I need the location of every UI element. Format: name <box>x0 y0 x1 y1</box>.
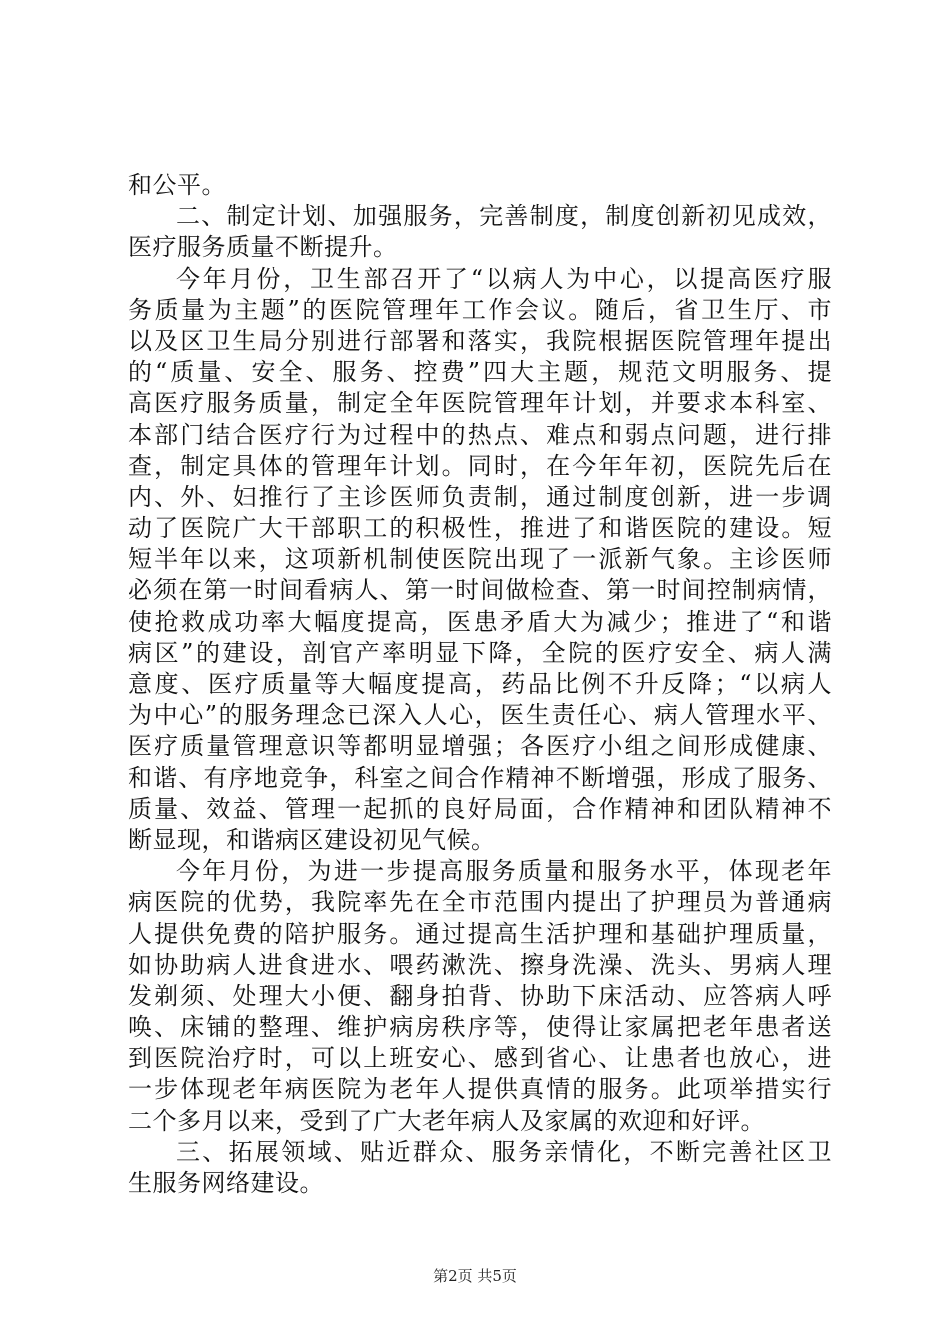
text-line: 断显现，和谐病区建设初见气候。 <box>128 825 496 854</box>
text-line: 唤、床铺的整理、维护病房秩序等，使得让家属把老年患者送 <box>128 1013 832 1042</box>
text-line: 生服务网络建设。 <box>128 1169 324 1197</box>
text-line: 使抢救成功率大幅度提高，医患矛盾大为减少；推进了“和谐 <box>128 607 832 636</box>
text-line: 今年月份，为进一步提高服务质量和服务水平，体现老年 <box>176 857 832 886</box>
text-line: 短半年以来，这项新机制使医院出现了一派新气象。主诊医师 <box>128 545 832 574</box>
text-line: 的“质量、安全、服务、控费”四大主题，规范文明服务、提 <box>128 358 832 387</box>
text-line: 病区”的建设，剖官产率明显下降，全院的医疗安全、病人满 <box>128 638 832 667</box>
text-line: 今年月份，卫生部召开了“以病人为中心，以提高医疗服 <box>176 264 832 293</box>
text-line: 医疗质量管理意识等都明显增强；各医疗小组之间形成健康、 <box>128 732 832 761</box>
text-line: 和谐、有序地竞争，科室之间合作精神不断增强，形成了服务、 <box>128 763 832 792</box>
text-line: 为中心”的服务理念已深入人心，医生责任心、病人管理水平、 <box>128 701 832 730</box>
text-line: 三、拓展领域、贴近群众、服务亲情化，不断完善社区卫 <box>176 1137 832 1166</box>
text-line: 如协助病人进食进水、喂药漱洗、擦身洗澡、洗头、男病人理 <box>128 950 832 979</box>
text-line: 质量、效益、管理一起抓的良好局面，合作精神和团队精神不 <box>128 794 832 823</box>
text-line: 必须在第一时间看病人、第一时间做检查、第一时间控制病情， <box>128 576 832 605</box>
page-number-footer: 第2页 共5页 <box>433 1267 517 1285</box>
text-line: 本部门结合医疗行为过程中的热点、难点和弱点问题，进行排 <box>128 420 832 449</box>
text-line: 到医院治疗时，可以上班安心、感到省心、让患者也放心，进 <box>128 1044 832 1073</box>
text-line: 二、制定计划、加强服务，完善制度，制度创新初见成效， <box>176 202 832 231</box>
text-line: 高医疗服务质量，制定全年医院管理年计划，并要求本科室、 <box>128 389 832 418</box>
text-line: 人提供免费的陪护服务。通过提高生活护理和基础护理质量， <box>128 919 832 948</box>
text-line: 内、外、妇推行了主诊医师负责制，通过制度创新，进一步调 <box>128 482 832 511</box>
document-body <box>128 170 832 1199</box>
text-line: 查，制定具体的管理年计划。同时，在今年年初，医院先后在 <box>128 451 832 480</box>
text-line: 发剃须、处理大小便、翻身拍背、协助下床活动、应答病人呼 <box>128 981 832 1010</box>
text-line: 以及区卫生局分别进行部署和落实，我院根据医院管理年提出 <box>128 326 832 355</box>
text-line: 病医院的优势，我院率先在全市范围内提出了护理员为普通病 <box>128 888 832 917</box>
text-line: 务质量为主题”的医院管理年工作会议。随后，省卫生厅、市 <box>128 295 832 324</box>
text-line: 和公平。 <box>128 171 226 199</box>
text-line: 二个多月以来，受到了广大老年病人及家属的欢迎和好评。 <box>128 1106 765 1135</box>
text-line: 意度、医疗质量等大幅度提高，药品比例不升反降；“以病人 <box>128 670 832 698</box>
text-line: 医疗服务质量不断提升。 <box>128 233 398 262</box>
text-line: 动了医院广大干部职工的积极性，推进了和谐医院的建设。短 <box>128 514 832 543</box>
text-line: 一步体现老年病医院为老年人提供真情的服务。此项举措实行 <box>128 1075 832 1104</box>
